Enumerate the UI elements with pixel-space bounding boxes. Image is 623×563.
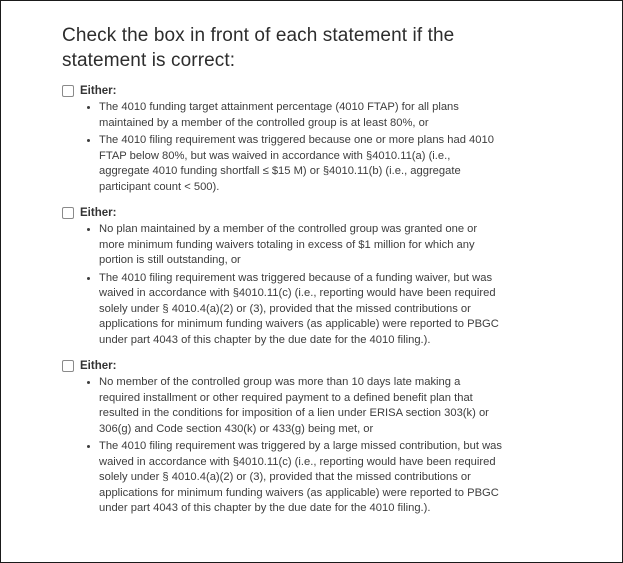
statement-1-bullets — [62, 100, 502, 195]
bullet-item: • No plan maintained by a member of the controlled group was granted one or more minimum funding waivers totaling in excess of $1 million for which any portion is still outstanding, or — [99, 222, 502, 269]
page-title: Check the box in front of each statement if the statement is correct: — [62, 25, 455, 71]
bullet-item: • The 4010 filing requirement was triggered because one or more plans had 4010 FTAP below 80%, but was waived in accordance with §4010.11(a) (i.e., aggregate 4010 funding shortfall ≤ $15 M) or §4010.11(b) (i.e., aggregate participant count < 500). — [99, 133, 502, 195]
statement-1-row — [62, 85, 567, 97]
statement-section-2 — [62, 207, 567, 348]
statement-3-bullets — [62, 375, 502, 517]
bullet-item: • The 4010 funding target attainment percentage (4010 FTAP) for all plans maintained by a member of the controlled group is at least 80%, or — [99, 100, 502, 131]
statement-2-row — [62, 207, 567, 219]
bullet-item: • The 4010 filing requirement was triggered by a large missed contribution, but was waived in accordance with §4010.11(c) (i.e., reporting would have been required solely under § 4010.4(a)(2) or (3), provided that the missed contributions or applications for minimum funding waivers (as applicable) were reported to PBGC under part 4043 of this chapter by the due date for the 4010 filing.). — [99, 439, 502, 517]
statement-2-checkbox[interactable] — [62, 207, 74, 219]
statement-section-3 — [62, 360, 567, 517]
bullet-item: • The 4010 filing requirement was triggered because of a funding waiver, but was waived in accordance with §4010.11(c) (i.e., reporting would have been required solely under § 4010.4(a)(2) or (3), provided that the missed contributions or applications for minimum funding waivers (as applicable) were reported to PBGC under part 4043 of this chapter by the due date for the 4010 filing.). — [99, 271, 502, 349]
statement-section-1 — [62, 85, 567, 195]
form-content — [1, 1, 622, 517]
statement-1-label: Either: — [80, 85, 117, 98]
statement-3-row — [62, 360, 567, 372]
statement-2-label: Either: — [80, 207, 117, 220]
statement-3-checkbox[interactable] — [62, 360, 74, 372]
statement-3-label: Either: — [80, 360, 117, 373]
bullet-item: • No member of the controlled group was more than 10 days late making a required installment or other required payment to a defined benefit plan that resulted in the conditions for imposition of a lien under ERISA section 303(k) or 306(g) and Code section 430(k) or 433(g) being met, or — [99, 375, 502, 437]
statement-2-bullets — [62, 222, 502, 348]
statement-1-checkbox[interactable] — [62, 85, 74, 97]
